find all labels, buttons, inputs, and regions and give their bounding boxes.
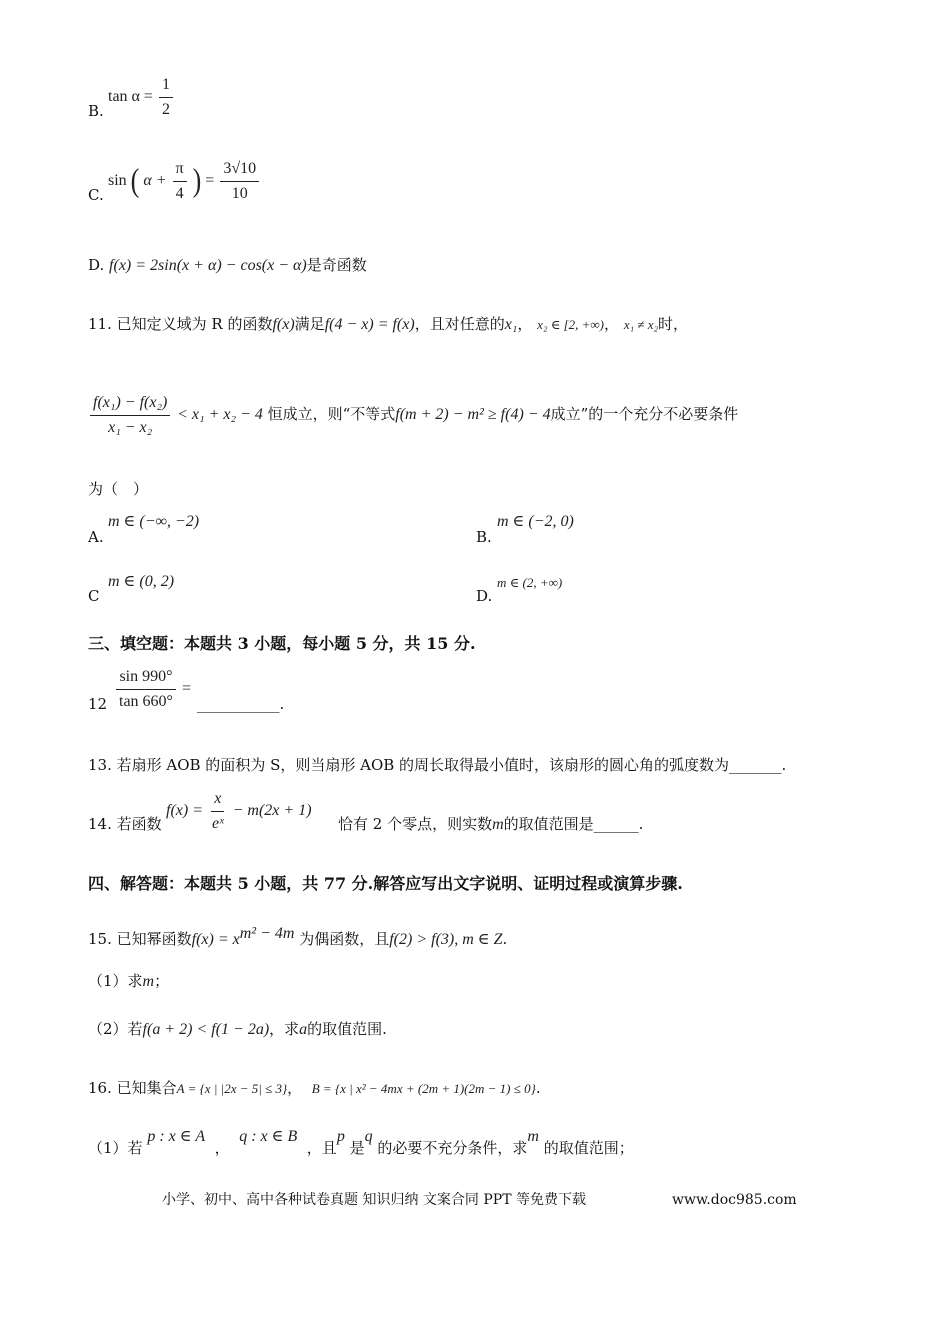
q11-option-d-formula: m ∈ (2, +∞)	[497, 575, 563, 590]
q11-stem-line3: 为（ ）	[88, 480, 149, 498]
q11-option-c-label: C	[88, 587, 100, 605]
q16-stem: 16. 已知集合A = {x | |2x − 5| ≤ 3}， B = {x | x² − 4mx + (2m + 1)(2m − 1) ≤ 0}.	[88, 1079, 541, 1097]
q14-stem-rest: 恰有 2 个零点，则实数m的取值范围是______.	[338, 815, 644, 833]
q14-stem: 14. 若函数	[88, 815, 162, 833]
q11-option-b-label: B.	[476, 528, 492, 546]
footer-url[interactable]: www.doc985.com	[672, 1192, 797, 1208]
q11-option-a-label: A.	[88, 528, 104, 546]
q10-option-d-formula: f(x) = 2sin(x + α) − cos(x − α)	[109, 257, 307, 274]
q10-option-d: D. f(x) = 2sin(x + α) − cos(x − α)是奇函数	[88, 256, 367, 274]
q11-stem-line1: 11. 已知定义域为 R 的函数f(x)满足f(4 − x) = f(x)，且对任意的x₁， x₂ ∈ [2, +∞)， x₁ ≠ x₂时，	[88, 315, 689, 333]
q15-part1: （1）求m；	[88, 972, 170, 990]
q10-option-c-label: C.	[88, 186, 104, 204]
q15-part2: （2）若f(a + 2) < f(1 − 2a)，求a的取值范围.	[88, 1020, 387, 1038]
q12-formula: $\frac{\sin 990^\circ}{\tan 660^\circ}$ =	[114, 668, 191, 710]
q11-stem-line2: $\frac{\text{f(x₁) − f(x₂)}}{\text{x₁ − x₂}}$ < x₁ + x₂ − 4 恒成立，则“不等式f(m + 2) − m² ≥ f(4) − 4成立”的一个充分不必要条件	[88, 394, 738, 436]
q10-option-c-formula: sin ( α + $\frac{\pi}{4}$ ) = $\frac{3√10}{10}$	[108, 160, 261, 202]
q11-option-c-formula: m ∈ (0, 2)	[108, 573, 175, 590]
q11-option-a-formula: m ∈ (−∞, −2)	[108, 513, 200, 530]
q14-formula: f(x) = $\frac{x}{\text{eˣ}}$ − m(2x + 1)	[166, 790, 312, 832]
q11-difference-quotient: $\frac{\text{f(x₁) − f(x₂)}}{\text{x₁ − x₂}}$	[90, 394, 170, 436]
q12-number: 12	[88, 695, 108, 713]
q10-option-b-label: B.	[88, 102, 104, 120]
q12-answer-blank: ___________.	[197, 695, 285, 713]
section-3-heading: 三、填空题：本题共 3 小题，每小题 5 分，共 15 分.	[88, 634, 476, 653]
q11-option-b-formula: m ∈ (−2, 0)	[497, 513, 574, 530]
footer-text: 小学、初中、高中各种试卷真题 知识归纳 文案合同 PPT 等免费下载	[162, 1192, 586, 1208]
section-4-heading: 四、解答题：本题共 5 小题，共 77 分.解答应写出文字说明、证明过程或演算步骤.	[88, 874, 683, 893]
q16-part1: （1）若 p : x ∈ A ， q : x ∈ B ，且p 是q 的必要不充分条件，求m 的取值范围；	[88, 1128, 634, 1157]
q15-stem: 15. 已知幂函数$f(x) = x^{m^2 - 4m}$ 为偶函数，且f(2) > f(3), m ∈ Z.	[88, 925, 508, 948]
q11-option-d-label: D.	[476, 587, 493, 605]
q10-option-b-formula: tan α = $\frac{1}{2}$	[108, 76, 175, 118]
q13-stem: 13. 若扇形 AOB 的面积为 S，则当扇形 AOB 的周长取得最小值时，该扇形的圆心角的弧度数为_______.	[88, 756, 787, 774]
